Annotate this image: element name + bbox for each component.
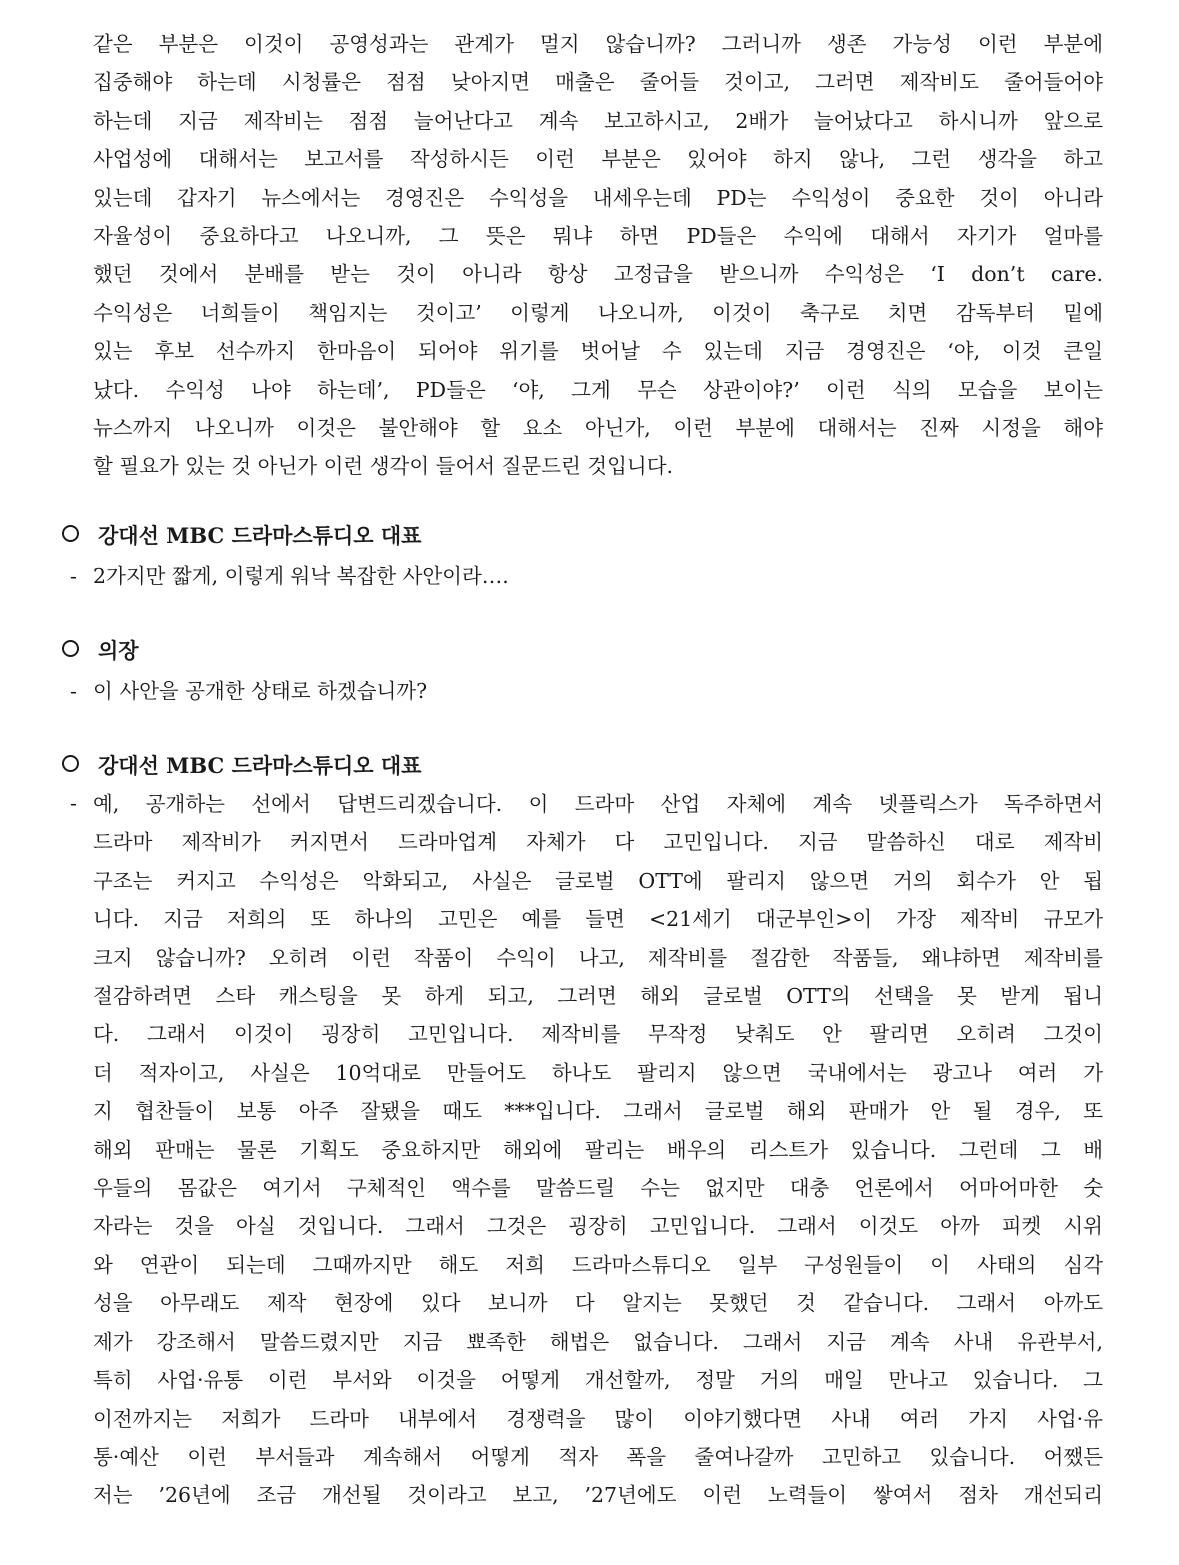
text-line: 절감하려면 스타 캐스팅을 못 하게 되고, 그러면 해외 글로벌 OTT의 선택을 못 받게 됩니 xyxy=(93,984,1103,1009)
speaker-bullet-icon xyxy=(62,640,79,657)
text-line: 더 적자이고, 사실은 10억대로 만들어도 하나도 팔리지 않으면 국내에서는 광고나 여러 가 xyxy=(93,1060,1103,1085)
answer-paragraph xyxy=(93,785,1103,1515)
text-line: 뉴스까지 나오니까 이것은 불안해야 할 요소 아닌가, 이런 부분에 대해서는 진짜 시정을 해야 xyxy=(93,416,1103,441)
speaker-name: 의장 xyxy=(98,638,139,663)
text-line: 사업성에 대해서는 보고서를 작성하시든 이런 부분은 있어야 하지 않나, 그런 생각을 하고 xyxy=(93,147,1103,172)
speaker-heading xyxy=(62,636,139,666)
text-line: 있는 후보 선수까지 한마음이 되어야 위기를 벗어날 수 있는데 지금 경영진은 ‘야, 이것 큰일 xyxy=(93,339,1103,364)
text-line: 수익성은 너희들이 책임지는 것이고’ 이렇게 나오니까, 이것이 축구로 치면 감독부터 밑에 xyxy=(93,300,1103,325)
text-line: 우들의 몸값은 여기서 구체적인 액수를 말씀드릴 수는 없지만 대충 언론에서 어마어마한 숫 xyxy=(93,1176,1103,1201)
speaker-name: 강대선 MBC 드라마스튜디오 대표 xyxy=(98,753,422,778)
utterance-dash: - xyxy=(70,564,77,588)
text-line: 할 필요가 있는 것 아닌가 이런 생각이 들어서 질문드린 것입니다. xyxy=(93,454,674,479)
text-line: 예, 공개하는 선에서 답변드리겠습니다. 이 드라마 산업 자체에 계속 넷플릭스가 독주하면서 xyxy=(93,792,1103,816)
text-line: 자라는 것을 아실 것입니다. 그래서 그것은 굉장히 고민입니다. 그래서 이것도 아까 피켓 시위 xyxy=(93,1214,1103,1239)
text-line: 제가 강조해서 말씀드렸지만 지금 뾰족한 해법은 없습니다. 그래서 지금 계속 사내 유관부서, xyxy=(93,1329,1103,1354)
text-line: 같은 부분은 이것이 공영성과는 관계가 멀지 않습니까? 그러니까 생존 가능성 이런 부분에 xyxy=(93,32,1103,56)
speaker-heading xyxy=(62,521,421,551)
text-line: 통·예산 이런 부서들과 계속해서 어떻게 적자 폭을 줄여나갈까 고민하고 있습니다. 어쨌든 xyxy=(93,1444,1103,1469)
utterance-text: 2가지만 짧게, 이렇게 워낙 복잡한 사안이라…. xyxy=(93,564,509,588)
text-line: 있는데 갑자기 뉴스에서는 경영진은 수익성을 내세우는데 PD는 수익성이 중요한 것이 아니라 xyxy=(93,185,1103,210)
text-line: 구조는 커지고 수익성은 악화되고, 사실은 글로벌 OTT에 팔리지 않으면 거의 회수가 안 됩 xyxy=(93,868,1103,893)
text-line: 자율성이 중요하다고 나오니까, 그 뜻은 뭐냐 하면 PD들은 수익에 대해서 자기가 얼마를 xyxy=(93,224,1103,249)
text-line: 지 협찬들이 보통 아주 잘됐을 때도 ***입니다. 그래서 글로벌 해외 판매가 안 될 경우, 또 xyxy=(93,1099,1103,1124)
text-line: 이전까지는 저희가 드라마 내부에서 경쟁력을 많이 이야기했다면 사내 여러 가지 사업·유 xyxy=(93,1406,1103,1431)
utterance-dash: - xyxy=(70,791,77,815)
text-line: 특히 사업·유통 이런 부서와 이것을 어떻게 개선할까, 정말 거의 매일 만나고 있습니다. 그 xyxy=(93,1368,1103,1393)
utterance xyxy=(70,676,427,706)
text-line: 와 연관이 되는데 그때까지만 해도 저희 드라마스튜디오 일부 구성원들이 이 사태의 심각 xyxy=(93,1252,1103,1277)
speaker-heading xyxy=(62,751,421,781)
answer-dash-holder xyxy=(70,788,93,818)
speaker-bullet-icon xyxy=(62,525,79,542)
text-line: 다. 그래서 이것이 굉장히 고민입니다. 제작비를 무작정 낮춰도 안 팔리면 오히려 그것이 xyxy=(93,1022,1103,1047)
text-line: 니다. 지금 저희의 또 하나의 고민은 예를 들면 <21세기 대군부인>이 가장 제작비 규모가 xyxy=(93,907,1103,932)
text-line: 성을 아무래도 제작 현장에 있다 보니까 다 알지는 못했던 것 같습니다. 그래서 아까도 xyxy=(93,1291,1103,1316)
question-paragraph xyxy=(93,25,1103,486)
text-line: 해외 판매는 물론 기획도 중요하지만 해외에 팔리는 배우의 리스트가 있습니다. 그런데 그 배 xyxy=(93,1137,1103,1162)
speaker-name: 강대선 MBC 드라마스튜디오 대표 xyxy=(98,523,422,548)
utterance-text: 이 사안을 공개한 상태로 하겠습니까? xyxy=(93,679,428,703)
text-line: 저는 ’26년에 조금 개선될 것이라고 보고, ’27년에도 이런 노력들이 쌓여서 점차 개선되리 xyxy=(93,1483,1103,1508)
text-line: 했던 것에서 분배를 받는 것이 아니라 항상 고정급을 받으니까 수익성은 ‘I don’t care. xyxy=(93,262,1103,287)
speaker-bullet-icon xyxy=(62,755,79,772)
text-line: 집중해야 하는데 시청률은 점점 낮아지면 매출은 줄어들 것이고, 그러면 제작비도 줄어들어야 xyxy=(93,70,1103,95)
text-line: 났다. 수익성 나야 하는데’, PD들은 ‘야, 그게 무슨 상관이야?’ 이런 식의 모습을 보이는 xyxy=(93,377,1103,402)
text-line: 하는데 지금 제작비는 점점 늘어난다고 계속 보고하시고, 2배가 늘어났다고 하시니까 앞으로 xyxy=(93,108,1103,133)
text-line: 크지 않습니까? 오히려 이런 작품이 수익이 나고, 제작비를 절감한 작품들, 왜냐하면 제작비를 xyxy=(93,945,1103,970)
utterance-dash: - xyxy=(70,679,77,703)
text-line: 드라마 제작비가 커지면서 드라마업계 자체가 다 고민입니다. 지금 말씀하신 대로 제작비 xyxy=(93,830,1103,855)
utterance xyxy=(70,561,509,591)
